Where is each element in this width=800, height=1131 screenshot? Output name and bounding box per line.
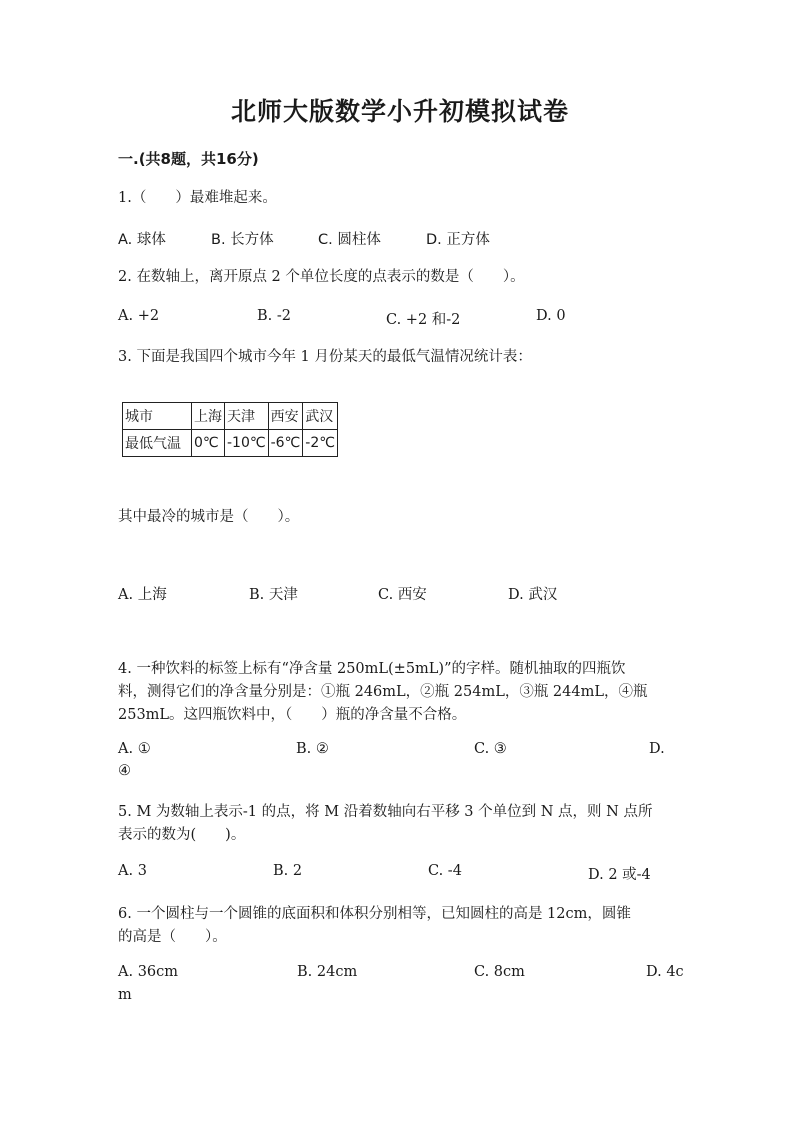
question-3-followup: 其中最冷的城市是（ ）。: [118, 509, 300, 525]
option-d: D.: [649, 741, 665, 757]
option-d: D. 正方体: [426, 232, 490, 248]
option-c: C. ③: [474, 741, 507, 757]
table-row: [123, 430, 338, 457]
option-d: D. 2 或-4: [588, 867, 651, 883]
option-c: C. 8cm: [474, 964, 525, 980]
option-a: A. 3: [118, 863, 147, 879]
option-b: B. 长方体: [211, 232, 274, 248]
option-b: B. -2: [257, 308, 291, 324]
option-d: D. 4c: [646, 964, 684, 980]
table-cell: 0℃: [192, 430, 225, 457]
option-c: C. 西安: [378, 587, 427, 603]
option-c: C. -4: [428, 863, 462, 879]
question-4-line-1: 4. 一种饮料的标签上标有“净含量 250mL(±5mL)”的字样。随机抽取的四瓶饮: [118, 661, 626, 677]
question-5-line-1: 5. M 为数轴上表示-1 的点，将 M 沿着数轴向右平移 3 个单位到 N 点，则 N 点所: [118, 804, 653, 820]
option-d: D. 武汉: [508, 587, 558, 603]
option-a: A. 球体: [118, 232, 166, 248]
question-5-options: [118, 863, 678, 886]
option-a: A. 上海: [118, 587, 167, 603]
option-c: C. +2 和-2: [386, 312, 461, 328]
table-cell: 上海: [192, 403, 225, 430]
question-6-line-2: 的高是（ ）。: [118, 929, 227, 945]
table-cell: -2℃: [303, 430, 338, 457]
option-a: A. +2: [118, 308, 160, 324]
table-cell: -6℃: [268, 430, 303, 457]
table-cell: 城市: [123, 403, 192, 430]
page-title: 北师大版数学小升初模拟试卷: [230, 97, 569, 126]
option-d: D. 0: [536, 308, 566, 324]
question-5-line-2: 表示的数为( )。: [118, 827, 246, 843]
question-3-text: 3. 下面是我国四个城市今年 1 月份某天的最低气温情况统计表：: [118, 349, 532, 365]
option-b: B. 24cm: [297, 964, 358, 980]
question-6-line-1: 6. 一个圆柱与一个圆锥的底面积和体积分别相等，已知圆柱的高是 12cm，圆锥: [118, 906, 631, 922]
table-cell: 武汉: [303, 403, 338, 430]
table-cell: 最低气温: [123, 430, 192, 457]
question-4-line-2: 料，测得它们的净含量分别是：①瓶 246mL，②瓶 254mL，③瓶 244mL，④瓶: [118, 684, 648, 700]
table-cell: 天津: [225, 403, 269, 430]
option-b: B. ②: [296, 741, 329, 757]
question-1-options: [118, 228, 678, 251]
option-c: C. 圆柱体: [318, 232, 381, 248]
question-1-text: 1.（ ）最难堆起来。: [118, 190, 277, 206]
question-2-text: 2. 在数轴上，离开原点 2 个单位长度的点表示的数是（ ）。: [118, 269, 525, 285]
temperature-table: [122, 402, 338, 457]
question-3-options: [118, 583, 678, 606]
option-a: A. ①: [118, 741, 151, 757]
option-d-wrap: ④: [118, 763, 131, 779]
question-2-options: [118, 308, 678, 331]
option-b: B. 天津: [249, 587, 298, 603]
table-cell: 西安: [268, 403, 303, 430]
option-a: A. 36cm: [118, 964, 179, 980]
question-4-line-3: 253mL。这四瓶饮料中，（ ）瓶的净含量不合格。: [118, 707, 467, 723]
section-heading: 一.(共8题，共16分): [118, 150, 259, 168]
table-cell: -10℃: [225, 430, 269, 457]
option-b: B. 2: [273, 863, 303, 879]
option-d-wrap: m: [118, 987, 132, 1003]
table-header-row: [123, 403, 338, 430]
